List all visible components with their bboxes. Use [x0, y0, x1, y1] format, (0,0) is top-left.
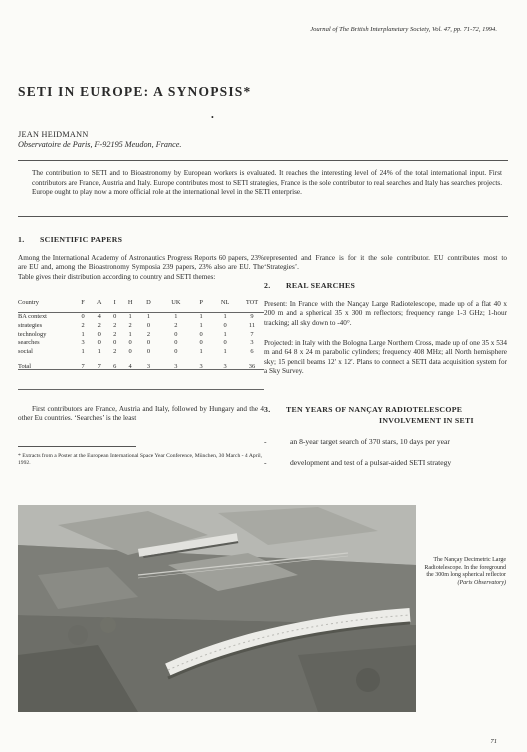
title-dot: • [211, 113, 214, 122]
section-3-title-line-2: INVOLVEMENT IN SETI [379, 416, 474, 425]
table-cell: 0 [128, 347, 132, 355]
table-header-cell: I [113, 298, 116, 306]
table-cell: 1 [174, 313, 178, 321]
table-cell: 0 [113, 339, 117, 347]
table-cell: 2 [174, 321, 178, 329]
list-item [264, 458, 451, 467]
table-cell: 0 [146, 339, 151, 347]
table-cell: 2 [113, 330, 117, 338]
footnote-rule [18, 446, 136, 447]
article-title: SETI IN EUROPE: A SYNOPSIS* [18, 84, 252, 99]
table-cell: 1 [97, 347, 101, 355]
table-row-label: searches [18, 339, 40, 347]
table-cell: 1 [128, 330, 132, 338]
table-spacer-cell [18, 356, 262, 363]
table-cell: 1 [128, 313, 132, 321]
bullet-dash: - [264, 437, 267, 446]
table-header-cell: UK [171, 298, 181, 306]
table-cell: 3 [223, 363, 227, 371]
table-cell: 0 [128, 339, 132, 347]
table-cell: 3 [250, 339, 254, 347]
table-cell: 3 [174, 363, 178, 371]
table-header-cell: A [96, 298, 102, 306]
table-cell: 3 [81, 339, 85, 347]
table-cell: 4 [128, 363, 132, 371]
table-header-cell: Country [18, 298, 39, 306]
table-cell: 0 [97, 339, 101, 347]
table-row-label: strategies [18, 321, 43, 329]
table-cell: 2 [81, 321, 85, 329]
table-cell: 7 [81, 363, 85, 371]
list-item-text: development and test of a pulsar-aided SETI strategy [290, 458, 452, 467]
right-paragraph-2: Present: In France with the Nançay Large Radiotelescope, made up of a flat 40 x 200 m and a spherical 35 x 300 m reflectors; frequency range 1-3 GHz; 1-hour tracking; all sky down to -40°. [264, 300, 507, 327]
table-cell: 2 [128, 321, 132, 329]
page-number: 71 [490, 738, 497, 745]
table-cell: 0 [174, 330, 178, 338]
footnote: * Extracts from a Poster at the European International Space Year Conference, München, 30 March - 4 April, 1992. [18, 453, 263, 467]
left-paragraph-1: Among the International Academy of Astronautics Progress Reports 60 papers, 23% are EU and, among the Bioastronomy Symposia 239 papers, 23% also are EU. The Table gives their distribution according to country and SETI themes: [18, 254, 264, 281]
table-header-cell: D [146, 298, 151, 306]
table-cell: 0 [97, 330, 101, 338]
table-row-label: technology [18, 330, 47, 338]
table-row-label: Total [18, 363, 32, 371]
table-cell: 3 [146, 363, 151, 371]
aerial-photo-illustration [18, 505, 416, 712]
section-3-number: 3. [264, 405, 271, 414]
section-1-number: 1. [18, 235, 25, 244]
table-cell: 2 [113, 321, 117, 329]
table-cell: 36 [248, 363, 256, 371]
table-header-row [18, 298, 262, 313]
section-1-title: SCIENTIFIC PAPERS [40, 235, 123, 244]
table-cell: 7 [97, 363, 101, 371]
table-cell: 3 [199, 363, 203, 371]
table-cell: 2 [146, 330, 151, 338]
journal-reference: Journal of The British Interplanetary Society, Vol. 47, pp. 71-72, 1994. [310, 26, 497, 33]
author-affiliation: Observatoire de Paris, F-92195 Meudon, France. [18, 140, 182, 149]
table-cell: 0 [146, 321, 151, 329]
table-cell: 2 [113, 347, 117, 355]
table-cell: 1 [81, 330, 85, 338]
table-cell: 4 [97, 313, 101, 321]
table-cell: 0 [146, 347, 151, 355]
table-cell: 2 [97, 321, 101, 329]
abstract: The contribution to SETI and to Bioastronomy by European workers is evaluated. It reaches the interesting level of 24% of the total international input. First contributors are France, Austria and Italy. Europe contributes most to SETI strategies, France is the sole contributor to real searches and Italy has searches projects. Europe ought to play now a more official role at the international level in the SETI enterprise. [32, 169, 502, 197]
table-cell: 0 [81, 313, 85, 321]
table-row [18, 313, 262, 322]
list-item [264, 437, 450, 446]
section-3-heading [264, 405, 462, 414]
table-rule-bottom [18, 389, 264, 390]
caption-credit: (Paris Observatory) [457, 579, 506, 586]
table-header-cell: TOT [245, 298, 259, 306]
section-2-title: REAL SEARCHES [286, 281, 356, 290]
table-spacer-row [18, 356, 262, 363]
table-header-cell: F [81, 298, 85, 306]
table-rule-middle [18, 369, 264, 370]
radiotelescope-photo [18, 505, 416, 712]
table-cell: 11 [248, 321, 256, 329]
bullet-dash: - [264, 458, 267, 467]
right-paragraph-1: represented and France is for it the sole contributor. EU contributes most to ‘Strategies’. [264, 254, 507, 272]
abstract-bottom-rule [18, 216, 508, 217]
caption-text: The Nançay Decimetric Large Radiotelescope. In the foreground the 300m long spherical reflector [424, 557, 506, 579]
table-header-cell: P [199, 298, 203, 306]
table-row [18, 321, 262, 330]
table-row-label: BA context [18, 313, 47, 321]
table-cell: 1 [199, 347, 203, 355]
table-cell: 0 [223, 321, 227, 329]
table-row [18, 338, 262, 347]
table-cell: 6 [250, 347, 254, 355]
table-cell: 1 [223, 313, 227, 321]
author-name: JEAN HEIDMANN [18, 130, 89, 139]
table-rule-top [18, 312, 264, 313]
table-cell: 0 [174, 339, 178, 347]
table-cell: 0 [199, 330, 203, 338]
table-cell: 0 [223, 339, 227, 347]
section-1-heading [18, 235, 122, 244]
table-row [18, 347, 262, 356]
section-3-title-line-1: TEN YEARS OF NANÇAY RADIOTELESCOPE [286, 405, 463, 414]
section-2-number: 2. [264, 281, 271, 290]
table-cell: 1 [81, 347, 85, 355]
abstract-top-rule [18, 160, 508, 161]
photo-caption [424, 557, 506, 587]
table-cell: 0 [174, 347, 178, 355]
table-cell: 1 [199, 321, 203, 329]
right-paragraph-3: Projected: in Italy with the Bologna Large Northern Cross, made up of one 35 x 534 m and 64 8 x 24 m parabolic cylinders; frequency 408 MHz; all North hemisphere sky; 15 pencil beams 12′ x 12′. Plans to connect a SETI data acquisition system for a Sky Survey. [264, 339, 507, 376]
table-cell: 9 [250, 313, 254, 321]
table-cell: 6 [113, 363, 117, 371]
table-cell: 7 [250, 330, 254, 338]
table-cell: 1 [223, 347, 227, 355]
left-paragraph-2: First contributors are France, Austria and Italy, followed by Hungary and the 4 other Eu countries. ‘Searches’ is the least [18, 405, 264, 423]
section-2-heading [264, 281, 355, 290]
table-cell: 0 [113, 313, 117, 321]
table-row-label: social [18, 347, 33, 355]
list-item-text: an 8-year target search of 370 stars, 10 days per year [290, 437, 450, 446]
table-cell: 0 [199, 339, 203, 347]
contribution-table [18, 298, 262, 371]
table-cell: 1 [146, 313, 151, 321]
table-cell: 1 [223, 330, 227, 338]
table-header-cell: NL [220, 298, 230, 306]
table-cell: 1 [199, 313, 203, 321]
table-row [18, 330, 262, 339]
table-header-cell: H [127, 298, 133, 306]
